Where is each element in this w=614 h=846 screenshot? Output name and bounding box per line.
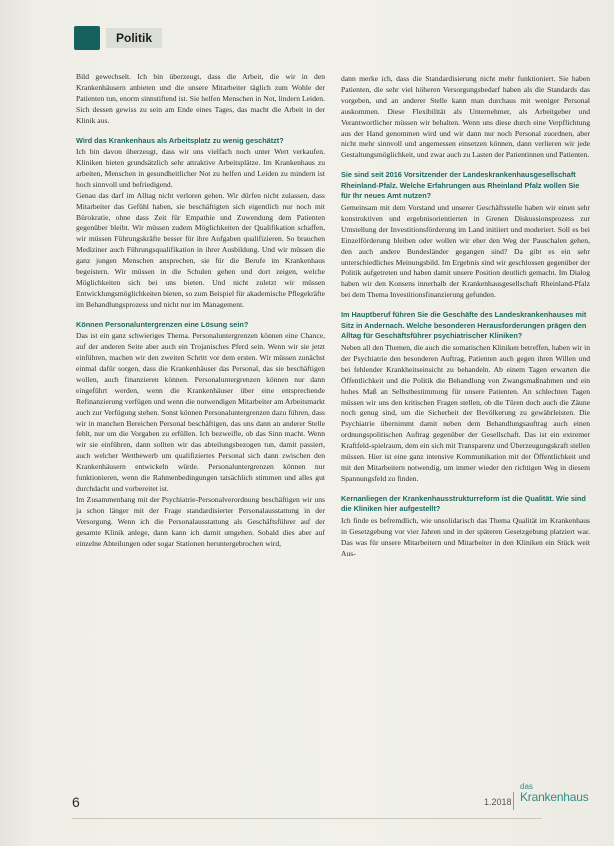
logo-main-text: Krankenhaus [520,790,589,804]
section-tag [74,26,162,50]
body-paragraph: dann merke ich, dass die Standardisierung nicht mehr funktioniert. Sie haben Patienten, die sehr viel höheren Versorgungsbedarf haben als die Standards das vorgeben, und an anderer Stelle kann man durchaus mit weniger Personal auskommen. Diese Flexibilität als Unternehmer, als Arbeitgeber und Verantwortlicher müssen wir behalten. Wenn uns diese durch eine Verpflichtung aus der Hand genommen wird und wir dann nur noch Personal zuordnen, aber nicht mehr sinnvoll und angemessen einsetzen können, dann verlieren wir jede Gestaltungsmöglichkeit, und zwar auch zu Lasten der Patientinnen und Patienten. [341,74,590,160]
footer-separator [513,792,514,810]
interview-question: Im Hauptberuf führen Sie die Geschäfte des Landeskrankenhauses mit Sitz in Andernach. Welche besonderen Herausforderungen prägen den Alltag für Geschäftsführer psychiatrischer Kliniken? [341,310,587,341]
body-paragraph: Ich bin davon überzeugt, dass wir uns vielfach noch unter Wert verkaufen. Kliniken bieten grundsätzlich sehr attraktive Arbeitsplätze. Im Krankenhaus zu arbeiten, Menschen in gesundheitlicher Not zu helfen und Leiden zu mindern ist hoch sinnvoll und befriedigend. [76,147,325,189]
right-column [341,74,590,560]
body-paragraph: Genau das darf im Alltag nicht verloren gehen. Wir dürfen nicht zulassen, dass Mitarbeiter das Gefühl haben, sie beschäftigten sich eigentlich nur noch mit Bürokratie, ohne dass Zeit für Empathie und Zuwendung dem Patienten gegenüber bleibt. Wir müssen zudem Möglichkeiten der Qualifikation schaffen, wir müssen Führungskräfte besser für ihre Aufgaben qualifizieren. So brauchen Mediziner auch Führungsqualifikation in ihrer Ausbildung. Und wir müssen die ganz jungen Menschen ansprechen, sie für die Berufe im Krankenhaus begeistern. Wir müssen in die Schulen gehen und dort zeigen, welche Möglichkeiten sich bei uns bieten. Und nicht zuletzt wir müssen Entwicklungsmöglichkeiten bieten, so zum Beispiel für akademische Pflegekräfte im Behandlungsprozess und nicht nur im Management. [76,190,325,309]
interview-question: Wird das Krankenhaus als Arbeitsplatz zu wenig geschätzt? [76,135,284,145]
magazine-logo [520,782,589,802]
body-paragraph: Das ist ein ganz schwieriges Thema. Personaluntergrenzen können eine Chance, auf der anderen Seite aber auch ein Trojanisches Pferd sein. Wenn wir sie jetzt einführen, machen wir den zweiten Schritt vor dem ersten. Wir müssen zunächst einmal dafür sorgen, dass die Krankenhäuser das Personal, das sie beschäftigen wollen, auch finanzieren können. Personaluntergrenzen können nur dann eingeführt werden, wenn die Krankenhäuser über eine entsprechende Refinanzierung verfügen und wenn die notwendigen Mitarbeiter am Arbeitsmarkt auch zur Verfügung stehen. Sonst können Personaluntergrenzen dazu führen, dass wir in manchen Bereichen Personal beschäftigen, das uns dann an anderer Stelle fehlt, nur um die Vorgaben zu erfüllen. Ich bezweifle, ob das Sinn macht. Wenn wir sie einführen, dann sollten wir das abteilungsbezogen tun, damit passiert, auch welcher Wettbewerb um qualifiziertes Personal sich dann zwischen den Krankenhäusern entwickeln würde. Personaluntergrenzen können nur funktionieren, wenn die Rahmenbedingungen tatsächlich stimmen und alles gut durchdacht und vorbereitet ist. [76,331,325,493]
body-paragraph: Gemeinsam mit dem Vorstand und unserer Geschäftsstelle haben wir einen sehr konstruktiven und ergebnisorientierten in Grenen Diskussionsprozess zur Umstellung der Investitionsförderung im Land initiiert und moderiert. Soll es bei Einzelförderung bleiben oder wollen wir eher den Weg der Pauschalen gehen, den auch andere Bundesländer gegangen sind? Da gibt es ein sehr unterschiedliches Meinungsbild. Im Ergebnis sind wir geschlossen gegenüber der Politik aufgetreten und haben damit unsere Position deutlich gemacht. Im Dialog haben wir den Konsens innerhalb der Krankenhausgesellschaft Rheinland-Pfalz bei dem Thema Investitionsfinanzierung gefunden. [341,203,590,300]
body-paragraph: Im Zusammenhang mit der Psychiatrie-Personalverordnung beschäftigen wir uns ja schon länger mit der Frage standardisierter Personalausstattung in der Versorgung. Wenn ich die Personalausstattung als Geschäftsführer auf der gesamte Klinik anlege, dann kann ich damit umgehen. Sobald dies aber auf einzelne Abteilungen oder sogar Stationen heruntergebrochen wird, [76,494,325,548]
body-paragraph: Neben all den Themen, die auch die somatischen Kliniken betreffen, haben wir in der Psychiatrie den besonderen Auftrag, Patienten auch gegen ihren Willen und bei fehlender Krankheitseinsicht zu behandeln. Ab einem Tagen erwarten die Öffentlichkeit und die Politik die Behandlung von Zwangsmaßnahmen und ein hohes Maß an Selbstbestimmung für unsere Patienten. An schlechten Tagen müssen wir uns den kritischen Fragen stellen, ob die Türen doch auch die Zäune noch genug sind, um die Sicherheit der Bevölkerung zu gewährleisten. Die Psychiatrie übernimmt damit neben dem Behandlungsauftrag auch einen ordnungspolitischen Auftrag gegenüber der Gesellschaft. Das ist ein extremer Kraftfeld-spielraum, dem ein sich mit Transparenz und Überzeugungskraft stellen müssen. Hier ist eine ganz intensive Kommunikation mit der Öffentlichkeit und mit den Mitarbeitern notwendig, um immer wieder den richtigen Weg in diesem Spannungsfeld zu finden. [341,342,590,483]
section-label: Politik [106,28,162,48]
interview-question: Können Personaluntergrenzen eine Lösung sein? [76,319,249,329]
left-column [76,72,325,549]
footer-rule [72,818,542,819]
body-paragraph: Bild gewechselt. Ich bin überzeugt, dass die Arbeit, die wir in den Krankenhäusern anbieten und die unsere Mitarbeiter täglich zum Wohle der Patienten tun, enorm sinnstiftend ist. Sie helfen Menschen in Not, lindern Leiden. Sich dessen gewiss zu sein am Ende eines Tages, das macht die Arbeit in der Klinik aus. [76,72,325,125]
interview-question: Sie sind seit 2016 Vorsitzender der Landeskrankenhausgesellschaft Rheinland-Pfalz. Welche Erfahrungen aus Rheinland Pfalz wollen Sie für Ihr neues Amt nutzen? [341,170,580,201]
interview-question: Kernanliegen der Krankenhausstrukturreform ist die Qualität. Wie sind die Kliniken hier aufgestellt? [341,493,586,514]
logo-small-text: das [520,782,533,791]
page-number: 6 [72,794,80,810]
section-color-block [74,26,100,50]
body-paragraph: Ich finde es befremdlich, wie unsolidarisch das Thema Qualität im Krankenhaus in Gesetzgebung vor vier Jahren und in der späteren Gesetzgebung platziert war. Das was für unsere Mitarbeitern und Mitarbeiter in den Kliniken ein Stück weit Aus- [341,515,590,558]
issue-number: 1.2018 [484,797,512,807]
